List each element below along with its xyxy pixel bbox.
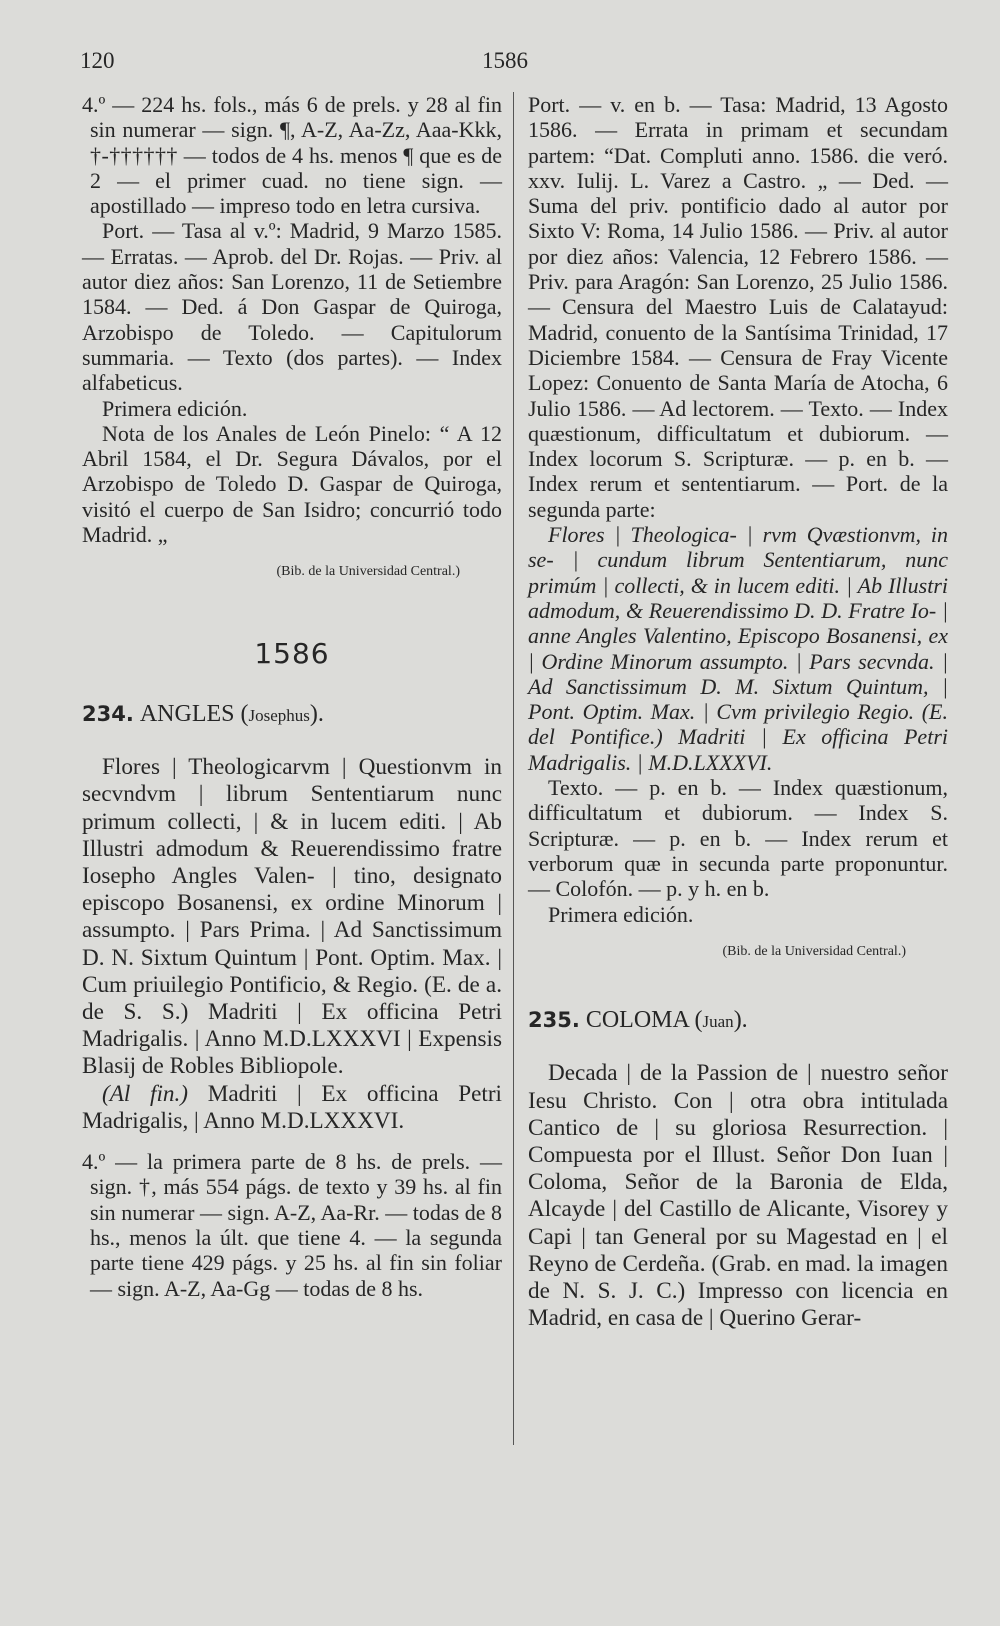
spacer xyxy=(528,974,948,1008)
entry-heading: 234. ANGLES (Josephus). xyxy=(82,700,324,727)
contents-paragraph: Port. — v. en b. — Tasa: Madrid, 13 Agosto 1586. — Errata in primam et secundam partem: “Dat. Compluti anno. 1586. die veró. xxv. Iulij. L. Varez a Castro. „ — Ded. — Suma del priv. pontificio dado al autor por Sixto V: Roma, 14 Julio 1586. — Priv. al autor por diez años: Valencia, 12 Febrero 1586. — Priv. para Aragón: San Lorenzo, 25 Julio 1586. — Censura del Maestro Luis de Calatayud: Madrid, conuento de la Santísima Trinidad, 17 Diciembre 1584. — Censura de Fray Vicente Lopez: Conuento de Santa María de Atocha, 6 Julio 1586. — Ad lectorem. — Texto. — Index quæstionum, difficultatum et dubiorum. — Index locorum S. Scripturæ. — p. en b. — Index rerum et sententiarum. — Port. de la segunda parte: xyxy=(528,92,948,522)
title-transcription: Flores | Theologicarvm | Questionvm in secvndvm | librum Sententiarum nunc primum collecti, | & in lucem editi. | Ab Illustri admodum & Reuerendissimo fratre Iosepho Angles Valen- | tino, designato episcopo Bosanensi, ex ordine Minorum | assumpto. | Pars Prima. | Ad Sanctissimum D. N. Sixtum Quintum | Pont. Optim. Max. | Cum priuilegio Pontificio, & Regio. (E. de a. de S. S.) Madriti | Ex officina Petri Madrigalis. | Anno M.D.LXXXVI | Expensis Blasij de Robles Bibliopole. xyxy=(82,754,502,1080)
year-heading: 1586 xyxy=(254,636,330,670)
running-year: 1586 xyxy=(482,48,528,73)
colophon xyxy=(82,1081,502,1135)
spacer xyxy=(82,1135,502,1149)
contents-paragraph: Port. — Tasa al v.º: Madrid, 9 Marzo 1585. — Erratas. — Aprob. del Dr. Rojas. — Priv. al autor diez años: San Lorenzo, 11 de Setiembre 1584. — Ded. á Don Gaspar de Quiroga, Arzobispo de Toledo. — Capitulorum summaria. — Texto (dos partes). — Index alfabeticus. xyxy=(82,218,502,396)
column-divider xyxy=(513,92,514,1445)
edition-note: Primera edición. xyxy=(548,901,694,927)
collation-paragraph: 4.º — 224 hs. fols., más 6 de prels. y 28 al fin sin numerar — sign. ¶, A-Z, Aa-Zz, Aaa-Kkk, †-†††††† — todos de 4 hs. menos ¶ que es de 2 — el primer cuad. no tiene sign. — apostillado — impreso todo en letra cursiva. xyxy=(82,92,502,219)
collation-paragraph-2: 4.º — la primera parte de 8 hs. de prels. — sign. †, más 554 págs. de texto y 39 hs. al fin sin numerar — sign. A-Z, Aa-Rr. — todas de 8 hs., menos la últ. que tiene 4. — la segunda parte tiene 429 págs. y 25 hs. al fin sin foliar — sign. A-Z, Aa-Gg — todas de 8 hs. xyxy=(82,1149,502,1301)
annals-note: Nota de los Anales de León Pinelo: “ A 12 Abril 1584, el Dr. Segura Dávalos, por el Arzobispo de Toledo D. Gaspar de Quiroga, visitó el cuerpo de San Isidro; concurrió todo Madrid. „ xyxy=(82,420,502,548)
entry-number: 235. xyxy=(528,1008,580,1033)
left-column xyxy=(82,92,502,1301)
colophon-text: Madriti | Ex officina Petri Madrigalis, | Anno M.D.LXXXVI. xyxy=(82,1080,502,1134)
source-citation: (Bib. de la Universidad Central.) xyxy=(276,564,460,580)
entry-author-given: Josephus xyxy=(248,705,310,725)
edition-note: Primera edición. xyxy=(102,395,248,421)
page-number: 120 xyxy=(80,48,115,73)
entry-heading: 235. COLOMA (Juan). xyxy=(528,1007,748,1034)
contents-paragraph-2: Texto. — p. en b. — Index quæstionum, difficultatum et dubiorum. — Index S. Scripturæ. — p. en b. — Index rerum et verborum quæ in secunda parte proponuntur. — Colofón. — p. y h. en b. xyxy=(528,775,948,902)
right-column xyxy=(528,92,948,1332)
title-transcription: Decada | de la Passion de | nuestro señor Iesu Christo. Con | otra obra intitulada Cantico de | su gloriosa Resurrection. | Compuesta por el Illust. Señor Don Iuan | Coloma, Señor de la Baronia de Elda, Alcayde | del Castillo de Alicante, Visorey y Capi | tan General por su Magestad en | el Reyno de Cerdeña. (Grab. en mad. la imagen de N. S. J. C.) Impresso con licencia en Madrid, en casa de | Querino Gerar- xyxy=(528,1060,948,1332)
entry-author: ANGLES xyxy=(139,700,235,727)
colophon-label: (Al fin.) xyxy=(102,1080,189,1107)
source-citation: (Bib. de la Universidad Central.) xyxy=(722,943,906,959)
entry-number: 234. xyxy=(82,701,134,726)
entry-author: COLOMA xyxy=(585,1007,689,1034)
entry-author-given: Juan xyxy=(702,1012,734,1032)
second-part-title: Flores | Theologica- | rvm Qvæstionvm, in se- | cundum librum Sententiarum, nunc primúm | collecti, & in lucem editi. | Ab Illustri admodum, & Reuerendissimo D. D. Fratre Io- | anne Angles Valentino, Episcopo Bosanensi, ex | Ordine Minorum assumpto. | Pars secvnda. | Ad Sanctissimum D. M. Sixtum Quintum, | Pont. Optim. Max. | Cvm privilegio Regio. (E. del Pontifice.) Madriti | Ex officina Petri Madrigalis. | M.D.LXXXVI. xyxy=(528,522,948,775)
